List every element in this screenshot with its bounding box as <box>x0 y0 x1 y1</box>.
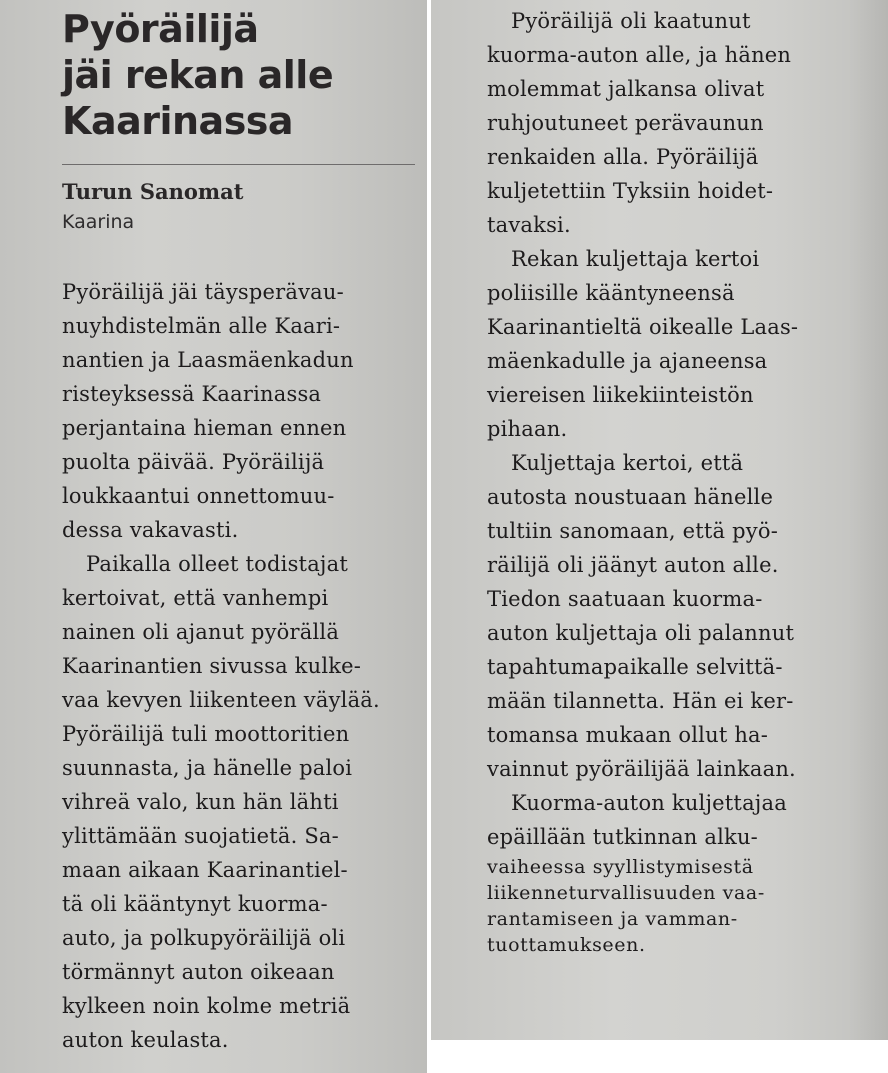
article-paragraph: Kuorma-auton kuljettajaa epäillään tutkinnan alku- <box>487 791 787 849</box>
right-column <box>431 0 888 1040</box>
article-paragraph: Paikalla olleet todistajat kertoivat, että vanhempi nainen oli ajanut pyörällä Kaarinantien sivussa kulke- vaa kevyen liikenteen väylää. Pyöräilijä tuli moottoritien suunnasta, ja hänelle paloi vihreä valo, kun hän lähti ylittämään suojatietä. Sa- maan aikaan Kaarinantiel- tä oli kääntynyt kuorma- auto, ja polkupyöräilijä oli törmännyt auton oikeaan kylkeen noin kolme metriä auton keulasta. <box>62 552 380 1052</box>
article-paragraph-continued: vaiheessa syyllistymisestä liikenneturvallisuuden vaa- rantamiseen ja vamman- tuottamukseen. <box>487 856 765 956</box>
article-paragraph: Pyöräilijä jäi täysperävau- nuyhdistelmän alle Kaari- nantien ja Laasmäenkadun risteyksessä Kaarinassa perjantaina hieman ennen puolta päivää. Pyöräilijä loukkaantui onnettomuu- dessa vakavasti. <box>62 280 354 542</box>
article-headline: Pyöräilijä jäi rekan alle Kaarinassa <box>62 7 334 143</box>
article-paragraph: Rekan kuljettaja kertoi poliisille kääntyneensä Kaarinantieltä oikealle Laas- mäenkadulle ja ajaneensa viereisen liikekiinteistön pihaan. <box>487 247 799 441</box>
article-paragraph: Pyöräilijä oli kaatunut kuorma-auton alle, ja hänen molemmat jalkansa olivat ruhjoutuneet perävaunun renkaiden alla. Pyöräilijä kuljetettiin Tyksiin hoidet- tavaksi. <box>487 9 792 237</box>
article-location: Kaarina <box>62 211 135 233</box>
article-paragraph: Kuljettaja kertoi, että autosta noustuaan hänelle tultiin sanomaan, että pyö- räilijä oli jäänyt auton alle. Tiedon saatuaan kuorma- auton kuljettaja oli palannut tapahtumapaikalle selvittä- mään tilannetta. Hän ei ker- tomansa mukaan ollut ha- vainnut pyöräilijää lainkaan. <box>487 451 796 781</box>
article-source: Turun Sanomat <box>62 179 244 204</box>
left-column <box>0 0 427 1073</box>
divider-rule <box>62 164 415 165</box>
